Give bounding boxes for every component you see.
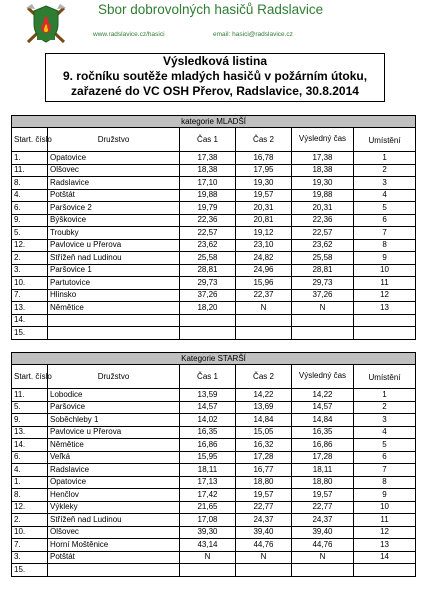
result-time-cell [292,327,354,340]
table-row [12,289,416,302]
team-cell: Partutovice [48,277,180,290]
page-header [0,0,428,48]
table-row [12,501,416,514]
result-time-cell: 22,77 [292,501,354,514]
team-cell: Paršovice 2 [48,202,180,215]
start-number-cell: 4. [12,464,48,477]
start-number-cell: 14. [12,314,48,327]
team-cell: Paršovice [48,401,180,414]
place-cell: 4 [354,426,416,439]
team-cell: Střížeň nad Ludinou [48,252,180,265]
place-cell: 5 [354,202,416,215]
team-cell: Olšovec [48,164,180,177]
table-row [12,539,416,552]
place-cell: 8 [354,476,416,489]
col-start-number: Start. číslo [12,128,48,152]
place-cell: 10 [354,501,416,514]
start-number-cell: 5. [12,227,48,240]
col-team: Družstvo [48,365,180,389]
place-cell: 10 [354,264,416,277]
start-number-cell: 15. [12,327,48,340]
time-2-cell: 16,77 [236,464,292,477]
time-1-cell: 18,20 [180,302,236,315]
time-2-cell: 44,76 [236,539,292,552]
website-link[interactable]: www.radslavice.cz/hasici [93,31,165,38]
col-place: Umístění [354,128,416,152]
team-cell: Býškovice [48,214,180,227]
title-line-2: 9. ročníku soutěže mladých hasičů v požárním útoku, [62,69,368,83]
result-time-cell: N [292,551,354,564]
result-time-cell [292,314,354,327]
time-1-cell: 21,65 [180,501,236,514]
start-number-cell: 1. [12,476,48,489]
start-number-cell: 15. [12,564,48,577]
place-cell: 2 [354,164,416,177]
time-1-cell: 22,36 [180,214,236,227]
place-cell: 6 [354,451,416,464]
team-cell: Henčlov [48,489,180,502]
result-time-cell: 22,57 [292,227,354,240]
start-number-cell: 3. [12,551,48,564]
place-cell: 13 [354,539,416,552]
result-time-cell: 25,58 [292,252,354,265]
place-cell: 4 [354,189,416,202]
time-2-cell: 24,82 [236,252,292,265]
place-cell: 12 [354,289,416,302]
result-time-cell: 19,57 [292,489,354,502]
place-cell: 1 [354,152,416,165]
start-number-cell: 11. [12,389,48,402]
table-row [12,327,416,340]
start-number-cell: 9. [12,414,48,427]
place-cell: 9 [354,489,416,502]
time-1-cell: 14,57 [180,401,236,414]
result-time-cell: 19,30 [292,177,354,190]
team-cell: Radslavice [48,464,180,477]
table-row [12,414,416,427]
time-2-cell: N [236,551,292,564]
time-1-cell: 43,14 [180,539,236,552]
header-row [12,128,416,152]
time-1-cell: 13,59 [180,389,236,402]
result-time-cell: 28,81 [292,264,354,277]
time-1-cell: 16,86 [180,439,236,452]
time-1-cell: 17,10 [180,177,236,190]
time-1-cell: 16,35 [180,426,236,439]
team-cell: Pavlovice u Přerova [48,426,180,439]
team-cell: Soběchleby 1 [48,414,180,427]
start-number-cell: 7. [12,289,48,302]
result-time-cell: 14,22 [292,389,354,402]
col-place: Umístění [354,365,416,389]
start-number-cell: 6. [12,451,48,464]
col-start-number: Start. číslo [12,365,48,389]
time-1-cell: 15,95 [180,451,236,464]
time-2-cell: 16,32 [236,439,292,452]
place-cell [354,314,416,327]
place-cell: 3 [354,177,416,190]
time-1-cell: 18,38 [180,164,236,177]
team-cell: Troubky [48,227,180,240]
team-cell: Hlinsko [48,289,180,302]
table-row [12,514,416,527]
result-time-cell: 37,26 [292,289,354,302]
results-table-older [11,352,416,577]
team-cell: Němětice [48,439,180,452]
time-1-cell: 19,88 [180,189,236,202]
col-team: Družstvo [48,128,180,152]
place-cell: 6 [354,214,416,227]
place-cell: 2 [354,401,416,414]
start-number-cell: 2. [12,514,48,527]
time-2-cell: 13,69 [236,401,292,414]
start-number-cell: 8. [12,177,48,190]
table-row [12,302,416,315]
result-time-cell: 44,76 [292,539,354,552]
place-cell [354,327,416,340]
place-cell: 8 [354,239,416,252]
result-time-cell: 29,73 [292,277,354,290]
start-number-cell: 12. [12,501,48,514]
time-2-cell: 22,37 [236,289,292,302]
table-row [12,164,416,177]
time-2-cell: 17,95 [236,164,292,177]
result-time-cell: 14,57 [292,401,354,414]
time-2-cell: 24,37 [236,514,292,527]
start-number-cell: 13. [12,302,48,315]
time-2-cell: 20,31 [236,202,292,215]
time-1-cell: 19,79 [180,202,236,215]
time-2-cell: 19,57 [236,489,292,502]
time-2-cell: 14,84 [236,414,292,427]
time-2-cell [236,564,292,577]
time-2-cell [236,314,292,327]
start-number-cell: 2. [12,252,48,265]
team-cell [48,564,180,577]
time-1-cell [180,314,236,327]
result-time-cell: 22,36 [292,214,354,227]
document-title [45,53,385,102]
time-2-cell: 14,22 [236,389,292,402]
time-2-cell: 23,10 [236,239,292,252]
table-row [12,189,416,202]
table-row [12,252,416,265]
time-1-cell: 14,02 [180,414,236,427]
team-cell: Radslavice [48,177,180,190]
start-number-cell: 11. [12,164,48,177]
time-2-cell: 17,28 [236,451,292,464]
team-cell: Horní Moštěnice [48,539,180,552]
team-cell: Opatovice [48,152,180,165]
category-row [12,116,416,128]
col-result-time: Výsledný čas [292,365,354,389]
start-number-cell: 3. [12,264,48,277]
team-cell: Pavlovice u Přerova [48,239,180,252]
club-name: Sbor dobrovolných hasičů Radslavice [98,2,324,17]
time-1-cell: 17,13 [180,476,236,489]
time-2-cell [236,327,292,340]
email-link[interactable]: email: hasici@radslavice.cz [213,31,293,38]
start-number-cell: 12. [12,239,48,252]
result-time-cell: 17,28 [292,451,354,464]
table-row [12,227,416,240]
title-line-1: Výsledková listina [162,54,268,68]
table-row [12,476,416,489]
result-time-cell: 16,35 [292,426,354,439]
team-cell: Lobodice [48,389,180,402]
place-cell: 11 [354,514,416,527]
start-number-cell: 1. [12,152,48,165]
time-1-cell: 17,42 [180,489,236,502]
time-2-cell: 19,30 [236,177,292,190]
table-row [12,152,416,165]
time-2-cell: 15,96 [236,277,292,290]
table-row [12,439,416,452]
table-row [12,277,416,290]
time-2-cell: 15,05 [236,426,292,439]
header-row [12,365,416,389]
table-row [12,202,416,215]
start-number-cell: 10. [12,526,48,539]
result-time-cell: 18,11 [292,464,354,477]
result-time-cell: 23,62 [292,239,354,252]
col-time-2: Čas 2 [236,128,292,152]
table-row [12,426,416,439]
team-cell: Opatovice [48,476,180,489]
team-cell: Výkleky [48,501,180,514]
time-2-cell: 24,96 [236,264,292,277]
start-number-cell: 9. [12,214,48,227]
table-row [12,401,416,414]
place-cell: 11 [354,277,416,290]
result-time-cell: 18,80 [292,476,354,489]
time-1-cell: 28,81 [180,264,236,277]
time-2-cell: 20,81 [236,214,292,227]
result-time-cell: 20,31 [292,202,354,215]
time-2-cell: 39,40 [236,526,292,539]
table-row [12,564,416,577]
table-row [12,177,416,190]
result-time-cell: 18,38 [292,164,354,177]
category-label: kategorie MLADŠÍ [12,116,416,128]
result-time-cell: 19,88 [292,189,354,202]
table-row [12,464,416,477]
title-line-3: zařazené do VC OSH Přerov, Radslavice, 30.8.2014 [71,84,359,98]
category-row [12,353,416,365]
category-label: Kategorie STARŠÍ [12,353,416,365]
start-number-cell: 10. [12,277,48,290]
start-number-cell: 13. [12,426,48,439]
time-1-cell: 17,38 [180,152,236,165]
table-row [12,389,416,402]
table-row [12,451,416,464]
table-row [12,239,416,252]
time-2-cell: 16,78 [236,152,292,165]
team-cell: Potštát [48,551,180,564]
time-1-cell: 17,08 [180,514,236,527]
place-cell: 7 [354,227,416,240]
start-number-cell: 14. [12,439,48,452]
results-table-young [11,115,416,340]
time-1-cell: 29,73 [180,277,236,290]
team-cell: Němětice [48,302,180,315]
result-time-cell: 39,40 [292,526,354,539]
time-1-cell: 25,58 [180,252,236,265]
place-cell: 1 [354,389,416,402]
place-cell: 7 [354,464,416,477]
time-1-cell: 23,62 [180,239,236,252]
table-row [12,551,416,564]
place-cell: 14 [354,551,416,564]
time-2-cell: N [236,302,292,315]
col-time-1: Čas 1 [180,365,236,389]
start-number-cell: 8. [12,489,48,502]
table-row [12,214,416,227]
table-row [12,526,416,539]
team-cell: Olšovec [48,526,180,539]
fire-brigade-emblem-icon [24,2,68,46]
place-cell: 13 [354,302,416,315]
col-time-1: Čas 1 [180,128,236,152]
col-result-time: Výsledný čas [292,128,354,152]
time-1-cell [180,327,236,340]
start-number-cell: 6. [12,202,48,215]
time-2-cell: 18,80 [236,476,292,489]
table-row [12,489,416,502]
col-time-2: Čas 2 [236,365,292,389]
result-time-cell: 24,37 [292,514,354,527]
time-1-cell: 37,26 [180,289,236,302]
place-cell: 9 [354,252,416,265]
team-cell [48,314,180,327]
start-number-cell: 5. [12,401,48,414]
place-cell [354,564,416,577]
result-time-cell: 14,84 [292,414,354,427]
time-1-cell: 18,11 [180,464,236,477]
team-cell: Střížeň nad Ludinou [48,514,180,527]
time-1-cell [180,564,236,577]
table-row [12,314,416,327]
start-number-cell: 4. [12,189,48,202]
time-1-cell: 22,57 [180,227,236,240]
place-cell: 5 [354,439,416,452]
place-cell: 3 [354,414,416,427]
team-cell: Potštát [48,189,180,202]
team-cell: Veľká [48,451,180,464]
time-1-cell: 39,30 [180,526,236,539]
time-2-cell: 19,57 [236,189,292,202]
result-time-cell: 17,38 [292,152,354,165]
place-cell: 12 [354,526,416,539]
start-number-cell: 7. [12,539,48,552]
result-time-cell: N [292,302,354,315]
time-2-cell: 22,77 [236,501,292,514]
time-1-cell: N [180,551,236,564]
result-time-cell: 16,86 [292,439,354,452]
result-time-cell [292,564,354,577]
team-cell [48,327,180,340]
time-2-cell: 19,12 [236,227,292,240]
team-cell: Paršovice 1 [48,264,180,277]
table-row [12,264,416,277]
